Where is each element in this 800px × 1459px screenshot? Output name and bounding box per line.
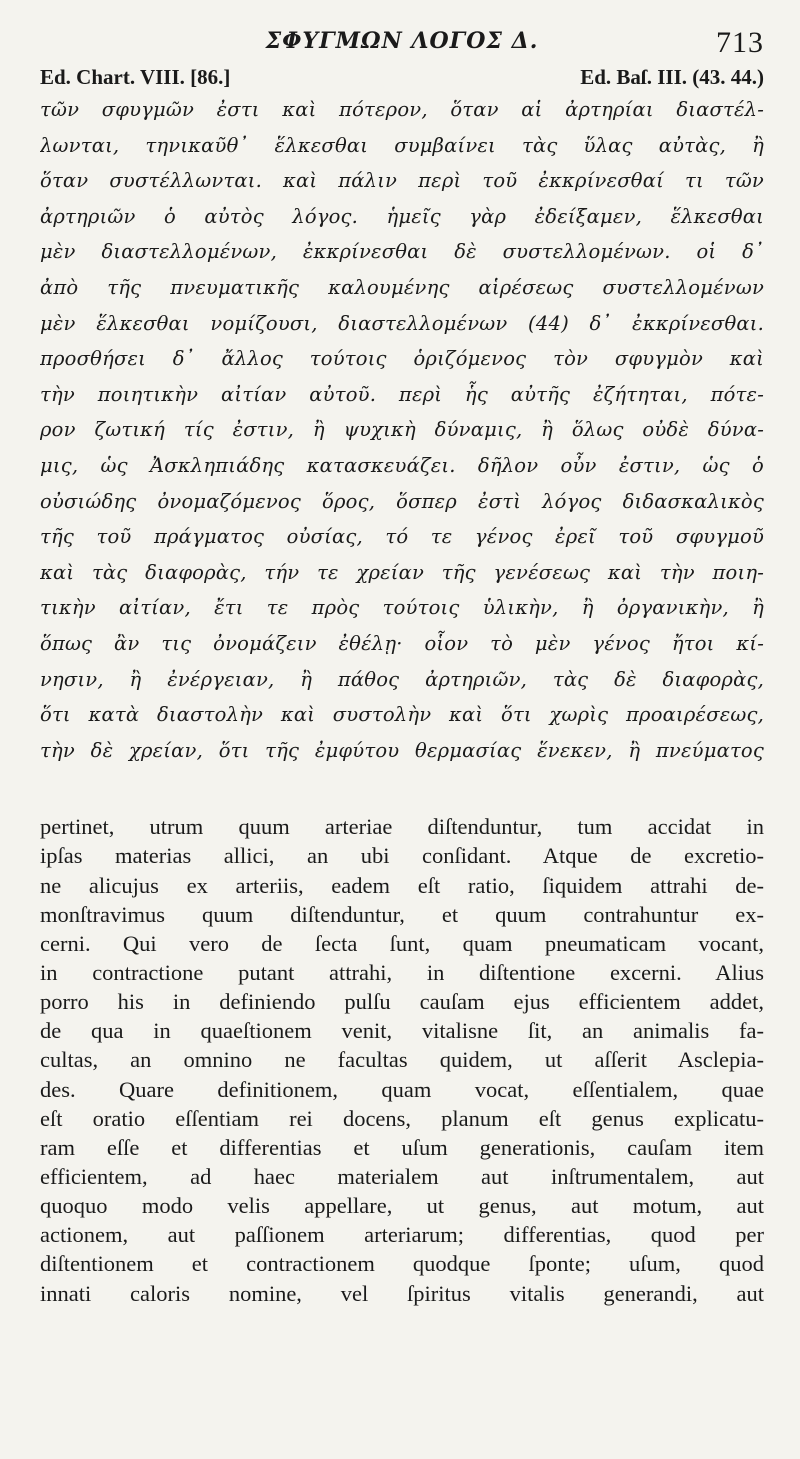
greek-text-line: μὲν ἕλκεσθαι νομίζουσι, διαστελλομένων (44) δ᾽ ἐκκρίνεσθαι. xyxy=(40,311,764,335)
greek-text-line: λωνται, τηνικαῦθ᾽ ἕλκεσθαι συμβαίνει τὰς ὕλας αὐτὰς, ἢ xyxy=(40,133,764,157)
latin-text-line: de qua in quaeſtionem venit, vitalisne ſit, an animalis fa- xyxy=(40,1018,764,1044)
latin-text-line: ipſas materias allici, an ubi conſidant. Atque de excretio- xyxy=(40,843,764,869)
edition-line xyxy=(40,62,764,92)
latin-text-line: eſt oratio eſſentiam rei docens, planum eſt genus explicatu- xyxy=(40,1105,764,1131)
latin-text-line: cerni. Qui vero de ſecta ſunt, quam pneumaticam vocant, xyxy=(40,930,764,956)
greek-text-line: μις, ὡς Ἀσκληπιάδης κατασκευάζει. δῆλον οὖν ἐστιν, ὡς ὁ xyxy=(40,453,764,477)
running-head xyxy=(40,0,764,62)
greek-text-line: ὅπως ἂν τις ὀνομάζειν ἐθέλῃ· οἷον τὸ μὲν γένος ἤτοι κί- xyxy=(40,631,764,655)
greek-text-line: νησιν, ἢ ἐνέργειαν, ἢ πάθος ἀρτηριῶν, τὰς δὲ διαφορὰς, xyxy=(40,667,764,691)
greek-text-line: καὶ τὰς διαφορὰς, τήν τε χρείαν τῆς γενέσεως καὶ τὴν ποιη- xyxy=(40,560,764,584)
latin-text-line: innati caloris nomine, vel ſpiritus vitalis generandi, aut xyxy=(40,1280,764,1306)
edition-left: Ed. Chart. VIII. [86.] xyxy=(40,65,231,89)
latin-text-line: des. Quare definitionem, quam vocat, eſſentialem, quae xyxy=(40,1076,764,1102)
greek-text-line: οὐσιώδης ὀνομαζόμενος ὅρος, ὅσπερ ἐστὶ λόγος διδασκαλικὸς xyxy=(40,489,764,513)
latin-text-line: ram eſſe et differentias et uſum generationis, cauſam item xyxy=(40,1134,764,1160)
greek-text-line: ὅταν συστέλλωνται. καὶ πάλιν περὶ τοῦ ἐκκρίνεσθαί τι τῶν xyxy=(40,169,764,193)
greek-text-line: τῆς τοῦ πράγματος οὐσίας, τό τε γένος ἐρεῖ τοῦ σφυγμοῦ xyxy=(40,525,764,549)
latin-text-line: quoquo modo velis appellare, ut genus, aut motum, aut xyxy=(40,1193,764,1219)
latin-text-line: in contractione putant attrahi, in diſtentione excerni. Alius xyxy=(40,959,764,985)
page-number: 713 xyxy=(716,26,764,59)
greek-text-line: μὲν διαστελλομένων, ἐκκρίνεσθαι δὲ συστελλομένων. οἱ δ᾽ xyxy=(40,240,764,264)
greek-text-line: τὴν δὲ χρείαν, ὅτι τῆς ἐμφύτου θερμασίας ἕνεκεν, ἢ πνεύματος xyxy=(40,738,764,762)
latin-text-line: efficientem, ad haec materialem aut inſtrumentalem, aut xyxy=(40,1163,764,1189)
greek-text-line: τῶν σφυγμῶν ἐστι καὶ πότερον, ὅταν αἱ ἀρτηρίαι διαστέλ- xyxy=(40,98,764,121)
latin-text-line: ne alicujus ex arteriis, eadem eſt ratio, ſiquidem attrahi de- xyxy=(40,872,764,898)
running-title: ΣΦΥΓΜΩΝ ΛΟΓΟΣ Δ. xyxy=(265,28,539,54)
greek-text-line: ἀρτηριῶν ὁ αὐτὸς λόγος. ἡμεῖς γὰρ ἐδείξαμεν, ἕλκεσθαι xyxy=(40,204,764,228)
greek-text-line: προσθήσει δ᾽ ἄλλος τούτοις ὁριζόμενος τὸν σφυγμὸν καὶ xyxy=(40,347,764,371)
edition-right: Ed. Baſ. III. (43. 44.) xyxy=(580,65,764,89)
latin-text-line: monſtravimus quum diſtenduntur, et quum contrahuntur ex- xyxy=(40,901,764,927)
latin-text-line: diſtentionem et contractionem quodque ſponte; uſum, quod xyxy=(40,1251,764,1277)
greek-text-line: ὅτι κατὰ διαστολὴν καὶ συστολὴν καὶ ὅτι χωρὶς προαιρέσεως, xyxy=(40,703,764,727)
greek-text-line: τὴν ποιητικὴν αἰτίαν αὐτοῦ. περὶ ἧς αὐτῆς ἐζήτηται, πότε- xyxy=(40,382,764,406)
greek-text-block xyxy=(40,92,764,768)
section-gap xyxy=(40,768,764,812)
latin-text-line: actionem, aut paſſionem arteriarum; differentias, quod per xyxy=(40,1222,764,1248)
latin-text-line: pertinet, utrum quum arteriae diſtenduntur, tum accidat in xyxy=(40,814,764,840)
latin-text-block xyxy=(40,812,764,1307)
latin-text-line: porro his in definiendo pulſu cauſam ejus efficientem addet, xyxy=(40,989,764,1015)
greek-text-line: ἀπὸ τῆς πνευματικῆς καλουμένης αἱρέσεως συστελλομένων xyxy=(40,275,764,299)
greek-text-line: τικὴν αἰτίαν, ἔτι τε πρὸς τούτοις ὑλικὴν, ἢ ὀργανικὴν, ἢ xyxy=(40,596,764,620)
latin-text-line: cultas, an omnino ne facultas quidem, ut aſſerit Asclepia- xyxy=(40,1047,764,1073)
greek-text-line: ρον ζωτική τίς ἐστιν, ἢ ψυχικὴ δύναμις, ἢ ὅλως οὐδὲ δύνα- xyxy=(40,418,764,442)
